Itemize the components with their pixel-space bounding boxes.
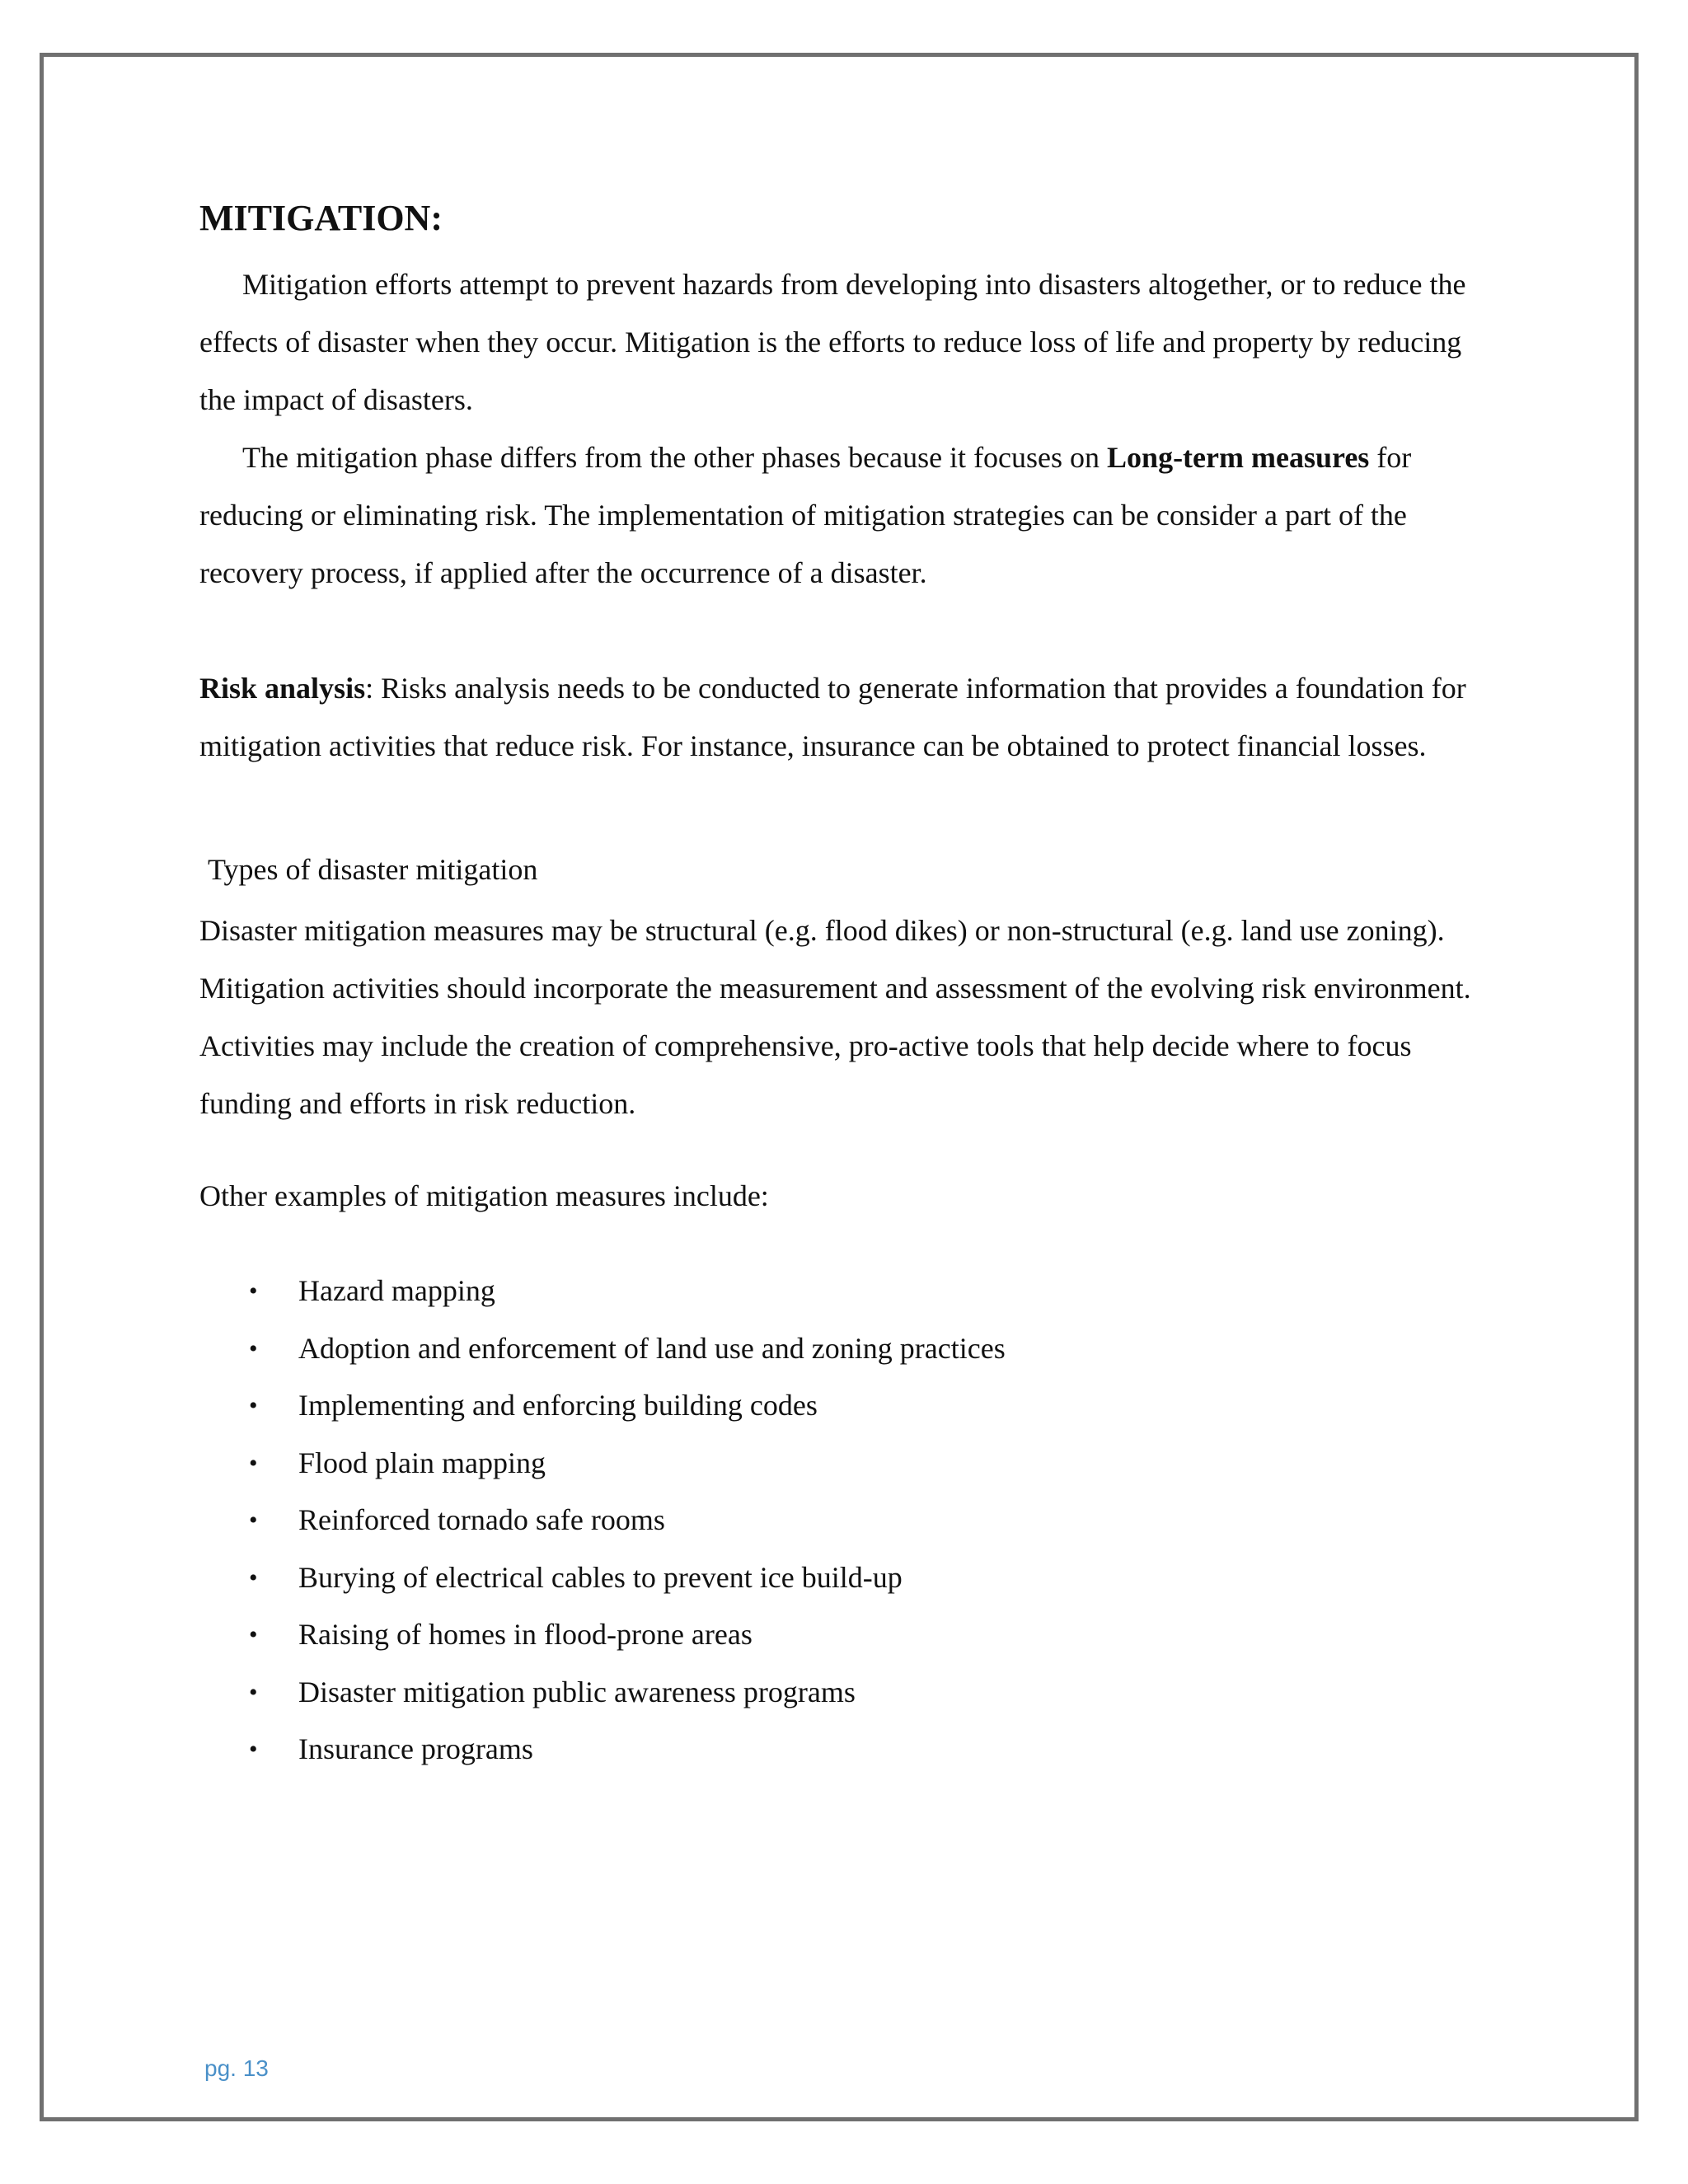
para2-text-after: for reducing or eliminating risk. The implementation of mitigation strategies can be consider a part of the recovery process, if applied after the occurrence of a disaster.	[199, 441, 1412, 589]
bullet-icon: •	[249, 1678, 258, 1706]
bullet-icon: •	[249, 1736, 258, 1763]
list-item	[199, 1263, 1485, 1320]
bullet-icon: •	[249, 1392, 258, 1419]
types-heading: Types of disaster mitigation	[208, 853, 538, 886]
list-item-text: Hazard mapping	[298, 1274, 495, 1307]
para2-text-before: The mitigation phase differs from the other phases because it focuses on	[242, 441, 1108, 474]
list-item	[199, 1549, 1485, 1607]
list-item-text: Burying of electrical cables to prevent ice build-up	[298, 1560, 903, 1594]
page-content	[199, 190, 1485, 1779]
mitigation-paragraph: Mitigation efforts attempt to prevent hazards from developing into disasters altogether, or to reduce the effects of disaster when they occur. Mitigation is the efforts to reduce loss of life and property by reducing the impact of disasters.	[199, 268, 1466, 416]
risk-analysis-label: Risk analysis	[199, 672, 366, 705]
list-item	[199, 1664, 1485, 1722]
bullet-icon: •	[249, 1334, 258, 1362]
mitigation-measures-list	[199, 1263, 1485, 1779]
bullet-icon: •	[249, 1277, 258, 1305]
section-heading: MITIGATION:	[199, 198, 443, 238]
risk-analysis-text: : Risks analysis needs to be conducted to generate information that provides a foundation for mitigation activities that reduce risk. For instance, insurance can be obtained to protect financial losses.	[199, 672, 1466, 762]
list-item-text: Disaster mitigation public awareness programs	[298, 1675, 856, 1708]
types-paragraph: Disaster mitigation measures may be structural (e.g. flood dikes) or non-structural (e.g. land use zoning). Mitigation activities should incorporate the measurement and assessment of the evolving risk environment. Activities may include the creation of comprehensive, pro-active tools that help decide where to focus funding and efforts in risk reduction.	[199, 914, 1471, 1120]
mitigation-phase-paragraph	[199, 429, 1485, 602]
list-item	[199, 1606, 1485, 1664]
list-item-text: Adoption and enforcement of land use and zoning practices	[298, 1331, 1006, 1365]
bullet-icon: •	[249, 1563, 258, 1591]
list-item	[199, 1721, 1485, 1779]
list-item	[199, 1320, 1485, 1378]
list-item	[199, 1377, 1485, 1435]
list-item-text: Flood plain mapping	[298, 1446, 546, 1479]
page-number: pg. 13	[204, 2055, 269, 2081]
bullet-icon: •	[249, 1621, 258, 1648]
list-item-text: Reinforced tornado safe rooms	[298, 1503, 665, 1536]
list-item-text: Raising of homes in flood-prone areas	[298, 1618, 753, 1651]
risk-analysis-paragraph	[199, 659, 1485, 775]
list-item	[199, 1435, 1485, 1493]
bullet-icon: •	[249, 1449, 258, 1477]
list-item-text: Implementing and enforcing building codes	[298, 1389, 818, 1422]
bullet-icon: •	[249, 1507, 258, 1534]
list-item	[199, 1492, 1485, 1549]
long-term-measures-bold: Long-term measures	[1107, 441, 1370, 474]
examples-intro: Other examples of mitigation measures include:	[199, 1179, 769, 1212]
list-item-text: Insurance programs	[298, 1732, 533, 1765]
